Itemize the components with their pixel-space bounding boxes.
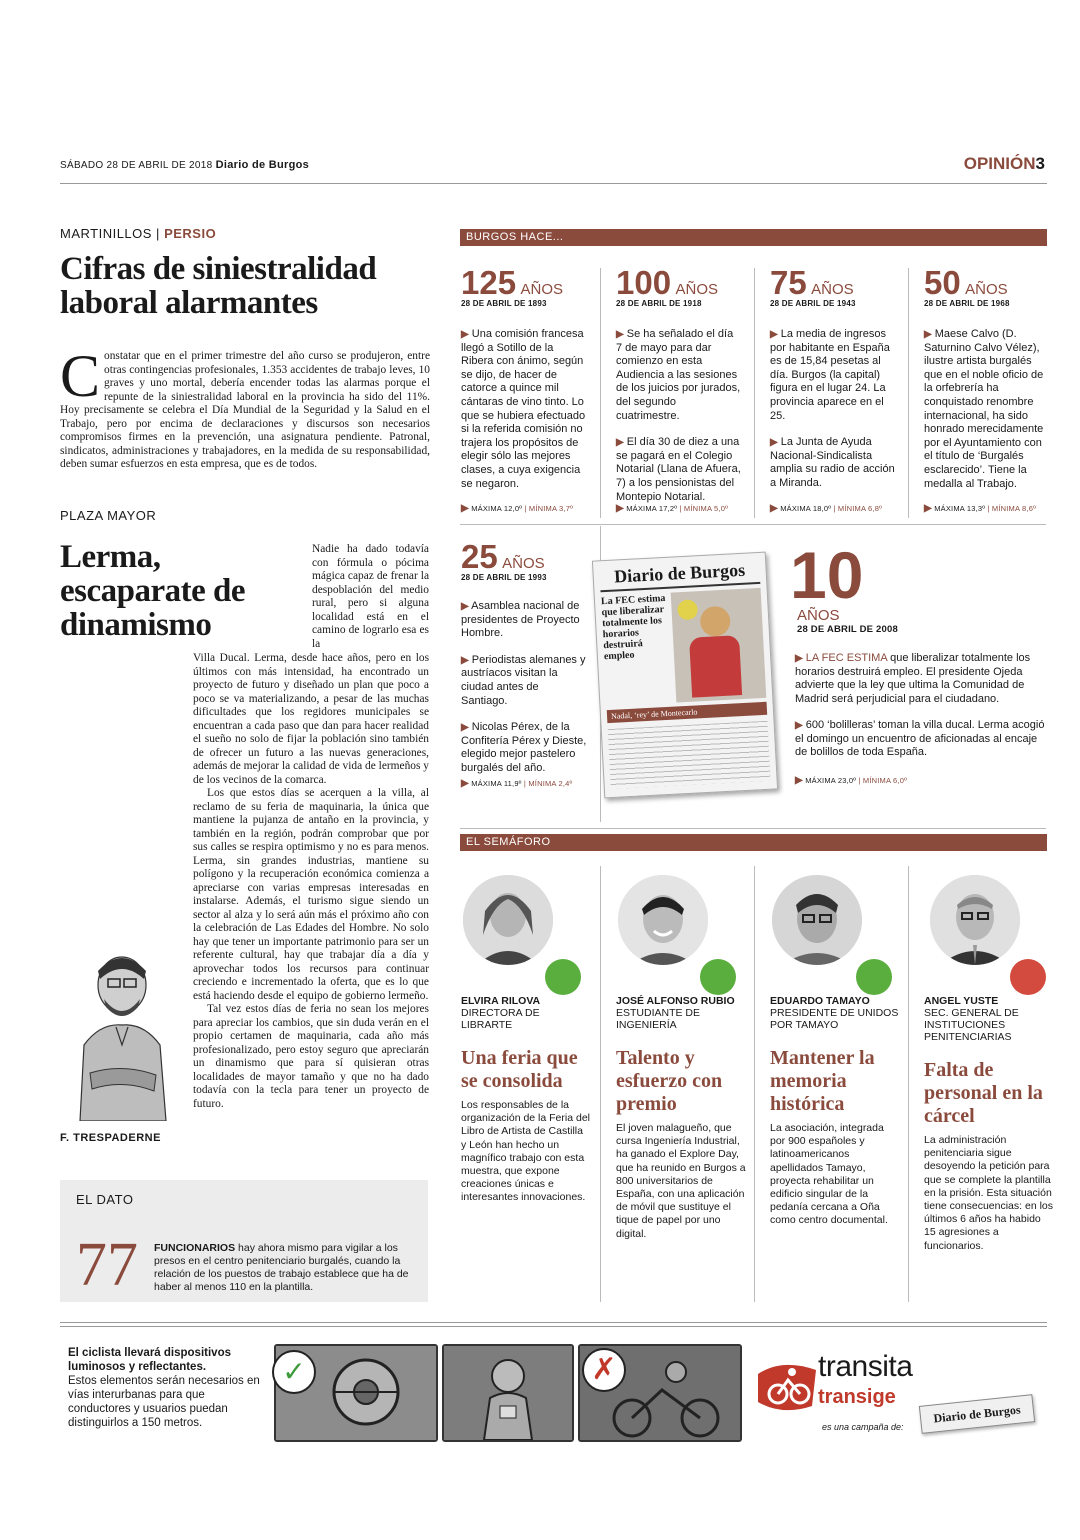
campaign-label: es una campaña de: — [822, 1422, 904, 1432]
arrow-icon: ▶ — [795, 720, 803, 731]
year-item — [616, 436, 742, 504]
arrow-icon: ▶ — [795, 653, 803, 664]
cover-photo — [671, 588, 767, 703]
avatar — [463, 875, 553, 965]
check-icon: ✓ — [272, 1350, 316, 1394]
temp-min: MÍNIMA 6,8º — [837, 504, 883, 513]
column-divider — [908, 268, 909, 518]
temp-min: MÍNIMA 3,7º — [528, 504, 574, 513]
year-10-label: AÑOS — [797, 607, 840, 624]
avatar — [930, 875, 1020, 965]
person-role: DIRECTORA DE LIBRARTE — [461, 1007, 540, 1031]
year-item — [616, 328, 742, 423]
year-number: 125 — [461, 264, 517, 301]
person-headline: Talento y esfuerzo con premio — [616, 1047, 723, 1115]
temp-min: MÍNIMA 6,0º — [862, 776, 908, 785]
newspaper-cover-image — [592, 552, 778, 799]
year-10-number: 10 — [790, 538, 864, 612]
column-divider — [600, 268, 601, 518]
year-item-text: Nicolas Pérex, de la Confitería Pérex y Dieste, elegido mejor pastelero burgalés del año. — [461, 721, 587, 774]
cover-headline: La FEC estima que liberalizar totalmente los horarios destruirá empleo — [600, 592, 666, 663]
year-75-column — [770, 264, 896, 491]
year-item-text: que liberalizar totalmente los horarios destruirá empleo. El presidente Ojeda advierte que la ley que ultima la Comunidad de Madrid será perjudicial para el ciudadano. — [795, 652, 1031, 705]
person-text: La administración penitenciaria sigue desoyendo la petición para que se complete la plantilla en la prisión. Esta situación tiene consecuencias: en los últimos 6 años ha habido 15 agresiones a funcionarios. — [924, 1134, 1053, 1252]
transita-body: Estos elementos serán necesarios en vías interurbanas para que conductores y usuarios puedan distinguirlos a 150 metros. — [68, 1375, 260, 1429]
arrow-icon: ▶ — [616, 437, 624, 449]
el-dato-label: FUNCIONARIOS — [154, 1242, 236, 1254]
arrow-icon: ▶ — [795, 775, 803, 786]
person-role: PRESIDENTE DE UNIDOS POR TAMAYO — [770, 1007, 899, 1031]
person-role: ESTUDIANTE DE INGENIERÍA — [616, 1007, 701, 1031]
illustration-panel-3 — [578, 1344, 742, 1442]
year-number: 50 — [924, 264, 961, 301]
plaza-intro: Nadie ha dado todavía con fórmula o pócima mágica capaz de frenar la despoblación del medio rural, pero si alguna localidad está en el camino de lograrlo esa es la — [312, 543, 429, 650]
traffic-light-green-icon — [856, 959, 892, 995]
cover-masthead: Diario de Burgos — [613, 559, 746, 587]
column-divider — [600, 866, 601, 1302]
temp-max: MÁXIMA 18,0º — [780, 504, 832, 513]
header-rule — [60, 183, 1047, 184]
year-item-text: La media de ingresos por habitante en España es de 15,84 pesetas al día. Burgos (la capital) figura en el lugar 24. La provincia aparece en el 25. — [770, 328, 890, 422]
arrow-icon: ▶ — [461, 329, 469, 340]
row-divider — [460, 524, 1046, 525]
plaza-author: F. TRESPADERNE — [60, 1132, 161, 1144]
year-date: 28 DE ABRIL DE 1893 — [461, 299, 547, 308]
year-item-text: Asamblea nacional de presidentes de Proyecto Hombre. — [461, 600, 580, 640]
traffic-light-red-icon — [1010, 959, 1046, 995]
plaza-p2: Los que estos días se acerquen a la villa, al reclamo de su feria de maquinaria, la única que mantiene la pujanza de antaño en la provincia, y también en la región, podrán comprobar que por sus calles se respira optimismo y no es para menos. Lerma, sin grandes industrias, mantiene su polígono y la recuperación económica comienza a apreciarse con varias empresas interesadas en instalarse. Además, el turismo sigue siendo un sector al alza y lo será aún más el próximo año con la celebración de Las Edades del Hombre. No solo hay que tener un importante patrimonio para ser un referente cultural, hay que trabajar día a día y aprovechar todos los recursos para continuar creciendo e incrementado la oferta, que es lo que está haciendo desde el equipo de gobierno lermeño. — [193, 787, 429, 1002]
year-125-column — [461, 264, 587, 491]
year-label: AÑOS — [520, 281, 564, 298]
temp-max: MÁXIMA 17,2º — [626, 504, 678, 513]
el-dato-title: EL DATO — [76, 1192, 134, 1207]
year-item-text: El día 30 de diez a una se pagará en el Colegio Notarial (Llana de Afuera, 7) a los pensionistas del Montepio Notarial. — [616, 436, 741, 503]
year-100-column — [616, 264, 742, 504]
temp-25: ▶ MÁXIMA 11,9º | MÍNIMA 2,4º — [461, 778, 573, 789]
plaza-p1: Villa Ducal. Lerma, desde hace años, pero en los últimos con más intensidad, ha encontrado un proyecto de futuro y diseñado un plan que poco a poco se va materializando, a pesar de las muchas dificultades que los regidores municipales se encuentran a cada paso que dan para hacer realidad el sueño no solo de fijar la población sino también de ofrecer un futuro a las nuevas generaciones, además de mejorar la calidad de vida de lermeños y de los vecinos de la comarca. — [193, 652, 429, 786]
semaforo-person-1 — [461, 875, 591, 1205]
year-10-date: 28 DE ABRIL DE 2008 — [797, 624, 898, 635]
arrow-icon: ▶ — [461, 503, 469, 514]
plaza-kicker: PLAZA MAYOR — [60, 508, 157, 523]
year-item-text: La Junta de Ayuda Nacional-Sindicalista amplia su radio de acción a Miranda. — [770, 436, 895, 489]
avatar — [618, 875, 708, 965]
year-item — [770, 436, 896, 490]
cross-icon: ✗ — [582, 1348, 626, 1392]
temp-max: MÁXIMA 11,9º — [471, 779, 522, 788]
editorial-body — [60, 343, 430, 472]
arrow-icon: ▶ — [924, 329, 932, 340]
person-name: ELVIRA RILOVA — [461, 995, 541, 1007]
year-item — [924, 328, 1048, 491]
semaforo-person-3 — [770, 875, 900, 1228]
year-date: 28 DE ABRIL DE 1918 — [616, 299, 702, 308]
plaza-p3: Tal vez estos días de feria no sean los mejores para apreciar los cambios, que sin duda verán en el propio certamen de maquinaria, cada año más profesionalizado, pero estoy seguro que apreciarán un dinamismo que para sí quisieran otras localidades de mayor tamaño y que no ha dado todavía con la tecla para tener un proyecto de futuro. — [193, 1003, 429, 1110]
bottom-rule — [60, 1322, 1047, 1323]
year-label: AÑOS — [675, 281, 719, 298]
semaforo-person-4 — [924, 875, 1054, 1253]
arrow-icon: ▶ — [461, 601, 469, 612]
year-item — [461, 654, 587, 708]
year-label: AÑOS — [965, 281, 1008, 298]
transige-brand: transige — [818, 1386, 896, 1408]
burgos-hace-bar: BURGOS HACE... — [460, 229, 1047, 246]
year-label: AÑOS — [811, 281, 854, 298]
semaforo-bar: EL SEMÁFORO — [460, 834, 1047, 851]
avatar — [772, 875, 862, 965]
transita-text — [68, 1346, 268, 1430]
year-item-text: Se ha señalado el día 7 de mayo para dar comienzo en esta Audiencia a las sesiones de los juicios por jurados, del segundo cuatrimestre. — [616, 328, 741, 422]
editorial-text: onstatar que en el primer trimestre del año curso se produjeron, entre otras contingencias profesionales, 1.353 accidentes de trabajo leves, 10 graves y uno mortal, debería encender todas las alarmas porque el repunte de la siniestralidad laboral en la provincia ha sido del 11%. Hoy precisamente se celebra el Día Mundial de la Seguridad y la Salud en el Trabajo, pero por encima de declaraciones y discursos son necesarios compromisos firmes en la prevención, una asignatura pendiente. Patronal, sindicatos, administraciones y trabajadores, en la medida de su responsabilidad, deben sumar esfuerzos en esta empresa, que es de todos. — [60, 350, 430, 470]
year-date: 28 DE ABRIL DE 1968 — [924, 299, 1010, 308]
year-number: 100 — [616, 264, 672, 301]
header-paper: Diario de Burgos — [215, 159, 310, 171]
year-number: 25 — [461, 538, 498, 575]
year-item — [461, 721, 587, 775]
year-item — [461, 600, 587, 641]
person-headline: Falta de personal en la cárcel — [924, 1059, 1043, 1127]
column-divider — [754, 268, 755, 518]
temp-125: ▶ MÁXIMA 12,0º | MÍNIMA 3,7º — [461, 503, 574, 514]
arrow-icon: ▶ — [770, 329, 778, 340]
year-label: AÑOS — [502, 555, 545, 572]
year-item — [461, 328, 587, 491]
person-text: El joven malagueño, que cursa Ingeniería Industrial, ha ganado el Explore Day, que ha reunido en Burgos a 800 universitarios de España, con una aplicación de móvil que sustituye el tique de papel por uno digital. — [616, 1122, 746, 1240]
arrow-icon: ▶ — [616, 329, 624, 340]
temp-50: ▶ MÁXIMA 13,3º | MÍNIMA 8,6º — [924, 503, 1037, 514]
semaforo-person-2 — [616, 875, 746, 1241]
el-dato-text — [154, 1242, 416, 1294]
martinillos-kicker — [60, 226, 216, 241]
year-10-item-1 — [795, 652, 1047, 706]
temp-max: MÁXIMA 12,0º — [471, 504, 523, 513]
temp-max: MÁXIMA 13,3º — [934, 504, 986, 513]
plaza-body — [193, 652, 429, 1111]
year-50-column — [924, 264, 1048, 491]
arrow-icon: ▶ — [461, 778, 469, 789]
kicker-author: PERSIO — [164, 226, 217, 241]
el-dato-number: 77 — [76, 1231, 138, 1299]
author-portrait-illustration — [60, 945, 176, 1121]
arrow-icon: ▶ — [770, 503, 778, 514]
year-item-text: Periodistas alemanes y austríacos visitan la ciudad antes de Santiago. — [461, 653, 586, 707]
temp-min: MÍNIMA 5,0º — [683, 504, 729, 513]
header-date-line — [60, 159, 309, 171]
year-date: 28 DE ABRIL DE 1943 — [770, 299, 856, 308]
transita-headline: El ciclista llevará dispositivos luminosos y reflectantes. — [68, 1347, 231, 1373]
cyclist-logo-icon — [752, 1350, 822, 1420]
temp-75: ▶ MÁXIMA 18,0º | MÍNIMA 6,8º — [770, 503, 883, 514]
person-name: JOSÉ ALFONSO RUBIO — [616, 995, 735, 1007]
person-name: EDUARDO TAMAYO — [770, 995, 870, 1007]
cover-caption: Nadal, ‘rey’ de Montecarlo — [607, 702, 767, 723]
year-item-text: 600 ‘bolilleras’ toman la villa ducal. Lerma acogió el domingo un encuentro de aficionadas al encaje de bolillos de toda España. — [795, 719, 1045, 759]
temp-max: MÁXIMA 23,0º — [805, 776, 857, 785]
year-number: 75 — [770, 264, 807, 301]
page-number: 3 — [1035, 154, 1045, 173]
bottom-rule — [60, 1326, 1047, 1327]
cover-columns — [608, 721, 771, 789]
section-title — [964, 154, 1045, 174]
section-name: OPINIÓN — [963, 154, 1036, 173]
traffic-light-green-icon — [545, 959, 581, 995]
person-headline: Una feria que se consolida — [461, 1047, 578, 1092]
column-divider — [908, 866, 909, 1302]
header-date: SÁBADO 28 DE ABRIL DE 2018 — [60, 160, 213, 171]
person-name: ANGEL YUSTE — [924, 995, 999, 1007]
person-headline: Mantener la memoria histórica — [770, 1047, 875, 1115]
plaza-title: Lerma, escaparate de dinamismo — [60, 539, 246, 643]
transita-brand: transita — [818, 1350, 913, 1383]
arrow-icon: ▶ — [924, 503, 932, 514]
illustration-panel-2 — [442, 1344, 574, 1442]
year-10-lead: LA FEC ESTIMA — [805, 652, 888, 664]
el-dato-body: hay ahora mismo para vigilar a los presos en el centro penitenciario burgalés, cuando la relación de los puestos de trabajo establece que ha de haber al menos 110 en la plantilla. — [154, 1242, 409, 1293]
year-item-text: Una comisión francesa llegó a Sotillo de la Ribera con ánimo, según se dijo, de hacer de catorce a quince mil cántaras de vino tinto. Lo que se hubiera efectuado si la referida comisión no trajera los propósitos de elegir sólo las mejores clases, a cuya exigencia se negaron. — [461, 328, 586, 490]
dropcap: C — [60, 343, 101, 409]
year-date: 28 DE ABRIL DE 1993 — [461, 573, 547, 582]
arrow-icon: ▶ — [770, 437, 778, 449]
editorial-title: Cifras de siniestralidad laboral alarmantes — [60, 251, 377, 321]
arrow-icon: ▶ — [616, 503, 624, 514]
column-divider — [754, 866, 755, 1302]
year-25-column — [461, 538, 587, 776]
year-10-item-2 — [795, 719, 1047, 760]
illustration-panel-1 — [274, 1344, 438, 1442]
temp-100: ▶ MÁXIMA 17,2º | MÍNIMA 5,0º — [616, 503, 729, 514]
temp-min: MÍNIMA 2,4º — [528, 779, 573, 788]
year-item — [770, 328, 896, 423]
kicker-label: MARTINILLOS | — [60, 226, 160, 241]
temp-min: MÍNIMA 8,6º — [991, 504, 1037, 513]
arrow-icon: ▶ — [461, 654, 469, 666]
year-item-text: Maese Calvo (D. Saturnino Calvo Vélez), ilustre artista burgalés que en el noble oficio de la orfebrería ha conquistado renombre internacional, ha sido honrado merecidamente por el Ayuntamiento con el título de ‘Burgalés esclarecido’. Tiene la medalla al Trabajo. — [924, 328, 1044, 490]
row-divider — [460, 828, 1046, 829]
person-text: La asociación, integrada por 900 españoles y latinoamericanos apellidados Tamayo, proyecta rehabilitar un edificio singular de la pedanía cercana a Oña como centro documental. — [770, 1122, 888, 1227]
arrow-icon: ▶ — [461, 722, 469, 734]
newspaper-logo: Diario de Burgos — [919, 1394, 1035, 1434]
person-text: Los responsables de la organización de la Feria del Libro de Artista de Castilla y León han hecho un magnífico trabajo con esta muestra, que expone creaciones únicas e interesantes innovaciones. — [461, 1099, 590, 1204]
person-role: SEC. GENERAL DE INSTITUCIONES PENITENCIARIAS — [924, 1007, 1019, 1043]
temp-10: ▶ MÁXIMA 23,0º | MÍNIMA 6,0º — [795, 775, 908, 786]
traffic-light-green-icon — [700, 959, 736, 995]
